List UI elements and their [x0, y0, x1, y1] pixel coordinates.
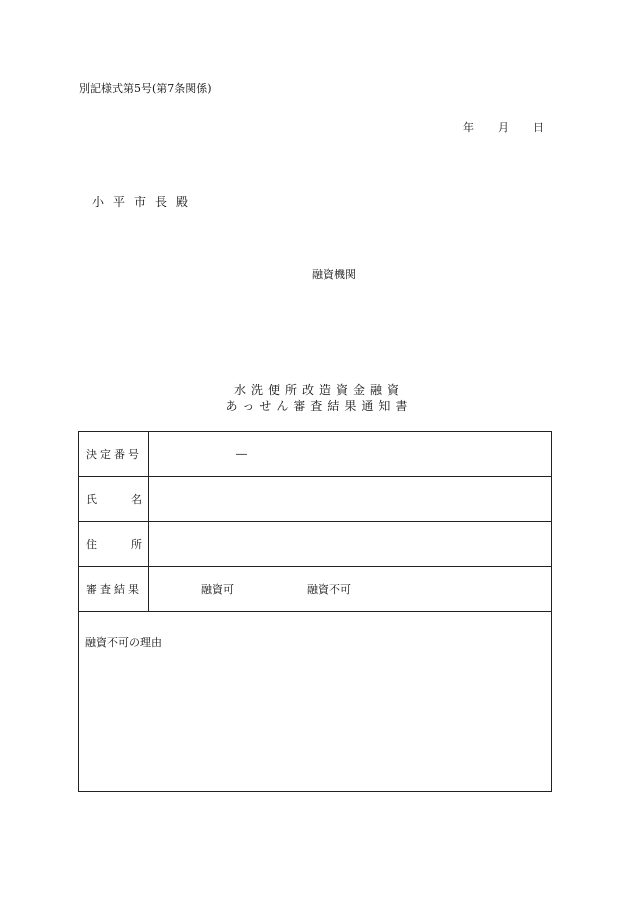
- form-number: 別記様式第5号(第7条関係): [79, 82, 212, 95]
- review-result-row: [79, 567, 551, 612]
- rejection-reason-field[interactable]: [79, 654, 551, 791]
- date-year-label: 年: [463, 121, 474, 134]
- notification-form-table: [78, 431, 552, 792]
- address-label-cell: [79, 522, 149, 566]
- approve-option[interactable]: 融資可: [201, 583, 234, 596]
- institution-label: 融資機関: [312, 268, 356, 281]
- name-row: [79, 477, 551, 522]
- name-label-cell: [79, 477, 149, 521]
- address-label-left: 住: [86, 538, 97, 551]
- document-title-line-2: あっせん審査結果通知書: [225, 399, 413, 413]
- document-title-line-1: 水洗便所改造資金融資: [233, 383, 404, 397]
- review-result-label: 審査結果: [86, 583, 142, 596]
- addressee: 小平市長殿: [92, 195, 198, 209]
- date-month-label: 月: [498, 121, 509, 134]
- decision-number-value[interactable]: ―: [236, 447, 247, 461]
- decision-number-label-cell: [79, 432, 149, 476]
- date-day-label: 日: [533, 121, 544, 134]
- decision-number-label: 決定番号: [86, 448, 142, 461]
- address-label-right: 所: [131, 538, 142, 551]
- date-line: [463, 119, 544, 135]
- rejection-reason-label: 融資不可の理由: [85, 636, 162, 649]
- address-row: [79, 522, 551, 567]
- review-result-label-cell: [79, 567, 149, 611]
- reject-option[interactable]: 融資不可: [307, 583, 351, 596]
- name-label-left: 氏: [86, 493, 97, 506]
- name-value-field[interactable]: [149, 477, 551, 521]
- address-value-field[interactable]: [149, 522, 551, 566]
- decision-number-row: [79, 432, 551, 477]
- name-label-right: 名: [131, 493, 142, 506]
